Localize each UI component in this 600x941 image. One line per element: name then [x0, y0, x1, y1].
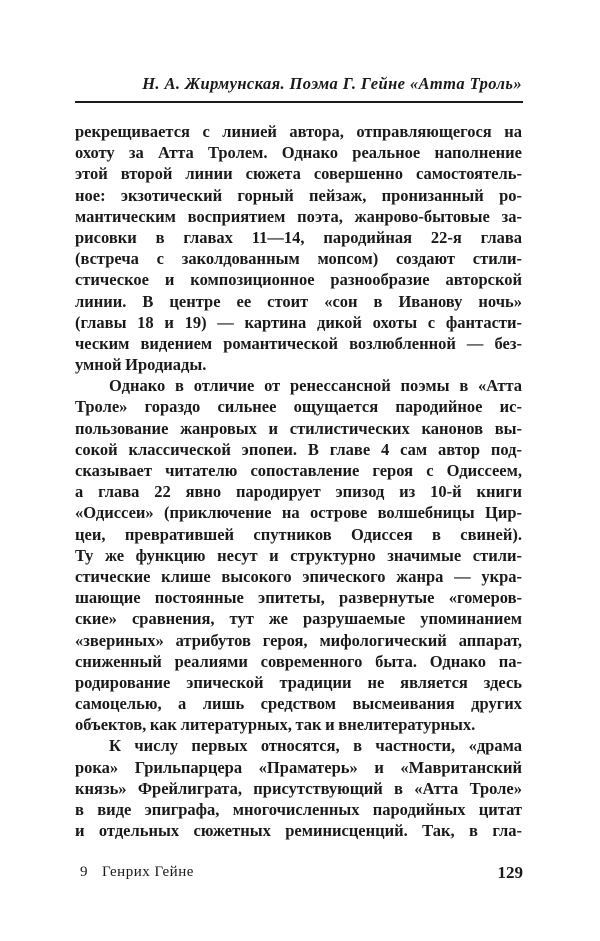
text-line: «Одиссеи» (приключение на острове волшебницы Цир- [75, 503, 522, 523]
paragraph [75, 121, 522, 375]
text-line: сокой классической эпопеи. В главе 4 сам автор под- [75, 439, 522, 459]
text-line: (главы 18 и 19) — картина дикой охоты с фантасти- [75, 312, 522, 332]
text-line: самоцелью, а лишь средством высмеивания других [75, 694, 522, 714]
text-line: стическое и композиционное разнообразие авторской [75, 270, 522, 290]
text-line: ские» сравнения, тут же разрушаемые упоминанием [75, 609, 522, 629]
text-line: в виде эпиграфа, многочисленных пародийных цитат [75, 800, 522, 819]
text-line: линии. В центре ее стоит «сон в Иванову ночь» [75, 291, 522, 311]
text-line: К числу первых относятся, в частности, «драма [109, 736, 522, 756]
text-line: охоту за Атта Тролем. Однако реальное наполнение [75, 143, 522, 163]
text-line: а глава 22 явно пародирует эпизод из 10-й книги [75, 482, 522, 502]
text-line: (встреча с заколдованным мопсом) создают стили- [75, 249, 522, 269]
body-text [75, 121, 522, 841]
paragraph [75, 375, 522, 735]
text-line: рекрещивается с линией автора, отправляющегося на [75, 122, 522, 141]
text-line: умной Иродиады. [75, 355, 207, 375]
text-line: Троле» гораздо сильнее ощущается пародийное ис- [75, 397, 522, 417]
text-line: рисовки в главах 11—14, пародийная 22-я глава [75, 227, 522, 247]
text-line: сказывает читателю сопоставление героя с Одиссеем, [75, 461, 522, 480]
page-number: 129 [497, 863, 523, 882]
text-line: Ту же функцию несут и структурно значимые стили- [75, 545, 522, 565]
text-line: «звериных» атрибутов героя, мифологический аппарат, [75, 630, 522, 650]
printer-signature [80, 864, 208, 881]
text-line: сниженный реалиями современного быта. Однако па- [75, 651, 522, 671]
text-line: мантическим восприятием поэта, жанрово-бытовые за- [75, 206, 522, 226]
header-rule [75, 101, 523, 103]
text-line: ческим видением романтической возлюбленной — без- [75, 333, 522, 353]
text-line: и отдельных сюжетных реминисценций. Так, в гла- [75, 821, 522, 841]
text-line: цеи, превратившей спутников Одиссея в свиней). [75, 524, 522, 544]
text-line: объектов, как литературных, так и внелитературных. [75, 715, 476, 735]
text-line: Однако в отличие от ренессансной поэмы в «Атта [109, 376, 522, 396]
text-line: пользование жанровых и стилистических канонов вы- [75, 418, 522, 438]
signature-title: Генрих Гейне [102, 864, 194, 880]
text-line: шающие постоянные эпитеты, развернутые «гомеров- [75, 588, 522, 608]
text-line: рока» Грильпарцера «Праматерь» и «Мавританский [75, 757, 522, 777]
text-line: князь» Фрейлиграта, присутствующий в «Атта Троле» [75, 778, 522, 798]
paragraph [75, 735, 522, 841]
text-line: этой второй линии сюжета совершенно самостоятель- [75, 164, 522, 184]
text-line: родирование эпической традиции не является здесь [75, 672, 522, 692]
text-line: ное: экзотический горный пейзаж, пронизанный ро- [75, 185, 522, 205]
signature-number: 9 [80, 864, 88, 880]
running-head: Н. А. Жирмунская. Поэма Г. Гейне «Атта Троль» [142, 74, 522, 93]
page-footer [75, 864, 523, 886]
text-line: стические клише высокого эпического жанра — укра- [75, 566, 522, 586]
